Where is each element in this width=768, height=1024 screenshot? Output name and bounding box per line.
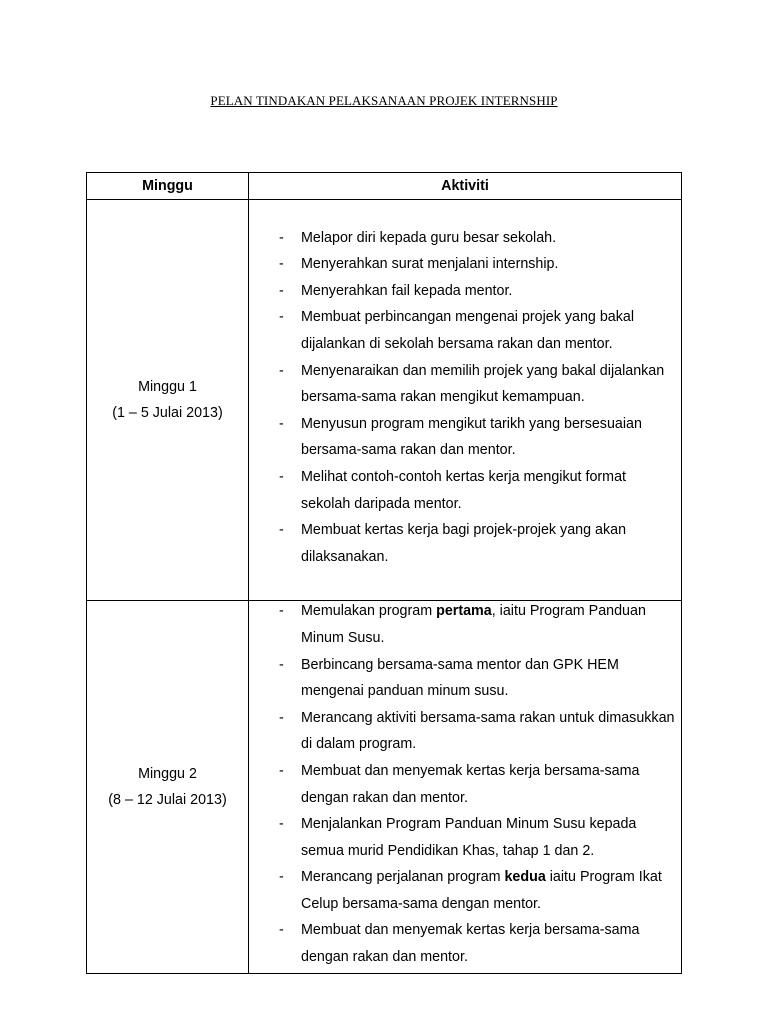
table-row (87, 601, 682, 974)
activity-text: Menyusun program mengikut tarikh yang bersesuaian bersama-sama rakan dan mentor. (301, 415, 642, 459)
header-minggu: Minggu (87, 173, 249, 200)
activity-text: Membuat perbincangan mengenai projek yang bakal dijalankan di sekolah bersama rakan dan mentor. (301, 309, 635, 353)
activity-item (249, 811, 681, 864)
bullet-dash: - (279, 468, 284, 485)
week-cell (87, 601, 249, 974)
table-header-row (87, 173, 682, 200)
action-plan-table (86, 172, 682, 974)
activity-text: iaitu Program Ikat Celup bersama-sama dengan mentor. (301, 869, 662, 912)
bullet-dash: - (279, 415, 284, 432)
bullet-dash: - (279, 603, 284, 620)
bullet-dash: - (279, 522, 284, 539)
bullet-dash: - (279, 362, 284, 379)
activity-item (249, 705, 681, 758)
week-label: Minggu 1 (138, 379, 197, 395)
activity-text: , iaitu Program Panduan Minum Susu. (301, 603, 646, 646)
activity-text: Merancang aktiviti bersama-sama rakan untuk dimasukkan di dalam program. (301, 709, 675, 753)
activity-text: Memulakan program (301, 603, 437, 620)
document-title: PELAN TINDAKAN PELAKSANAAN PROJEK INTERNSHIP (210, 93, 558, 108)
week-label: Minggu 2 (138, 766, 197, 782)
bullet-dash: - (279, 762, 284, 779)
table-row (87, 200, 682, 601)
activity-item (249, 758, 681, 811)
activities-cell (249, 601, 682, 974)
activity-item (249, 598, 681, 651)
bullet-dash: - (279, 256, 284, 273)
header-aktiviti: Aktiviti (249, 173, 682, 200)
activity-emphasis: pertama (436, 603, 492, 620)
bullet-dash: - (279, 309, 284, 326)
bullet-dash: - (279, 709, 284, 726)
activity-text: Membuat dan menyemak kertas kerja bersama-sama dengan rakan dan mentor. (301, 762, 640, 806)
activity-text: Berbincang bersama-sama mentor dan GPK HEM mengenai panduan minum susu. (301, 656, 619, 700)
activity-list (249, 225, 681, 571)
bullet-dash: - (279, 656, 284, 673)
week-cell (87, 200, 249, 601)
activity-item (249, 917, 681, 970)
activity-text: Menyenaraikan dan memilih projek yang bakal dijalankan bersama-sama rakan mengikut kemampuan. (301, 362, 665, 406)
bullet-dash: - (279, 229, 284, 246)
activity-item (249, 225, 681, 252)
activity-item (249, 864, 681, 917)
activity-text: Melapor diri kepada guru besar sekolah. (301, 229, 557, 246)
activity-text: Membuat kertas kerja bagi projek-projek yang akan dilaksanakan. (301, 522, 627, 565)
activity-text: Menjalankan Program Panduan Minum Susu kepada semua murid Pendidikan Khas, tahap 1 dan 2. (301, 816, 637, 859)
activities-cell (249, 200, 682, 601)
week-dates: (1 – 5 Julai 2013) (112, 405, 223, 421)
activity-text: Menyerahkan fail kepada mentor. (301, 282, 513, 299)
activity-item (249, 517, 681, 570)
bullet-dash: - (279, 869, 284, 886)
bullet-dash: - (279, 922, 284, 939)
activity-item (249, 251, 681, 278)
activity-item (249, 358, 681, 411)
activity-item (249, 304, 681, 357)
activity-item (249, 652, 681, 705)
activity-text: Membuat dan menyemak kertas kerja bersama-sama dengan rakan dan mentor. (301, 922, 640, 966)
activity-text: Melihat contoh-contoh kertas kerja mengikut format sekolah daripada mentor. (301, 468, 627, 512)
activity-item (249, 464, 681, 517)
activity-item (249, 278, 681, 305)
week-dates: (8 – 12 Julai 2013) (108, 792, 227, 808)
activity-text: Menyerahkan surat menjalani internship. (301, 256, 559, 273)
activity-list (249, 598, 681, 970)
activity-emphasis: kedua (504, 869, 546, 886)
bullet-dash: - (279, 282, 284, 299)
activity-text: Merancang perjalanan program (301, 869, 505, 886)
activity-item (249, 411, 681, 464)
bullet-dash: - (279, 816, 284, 833)
